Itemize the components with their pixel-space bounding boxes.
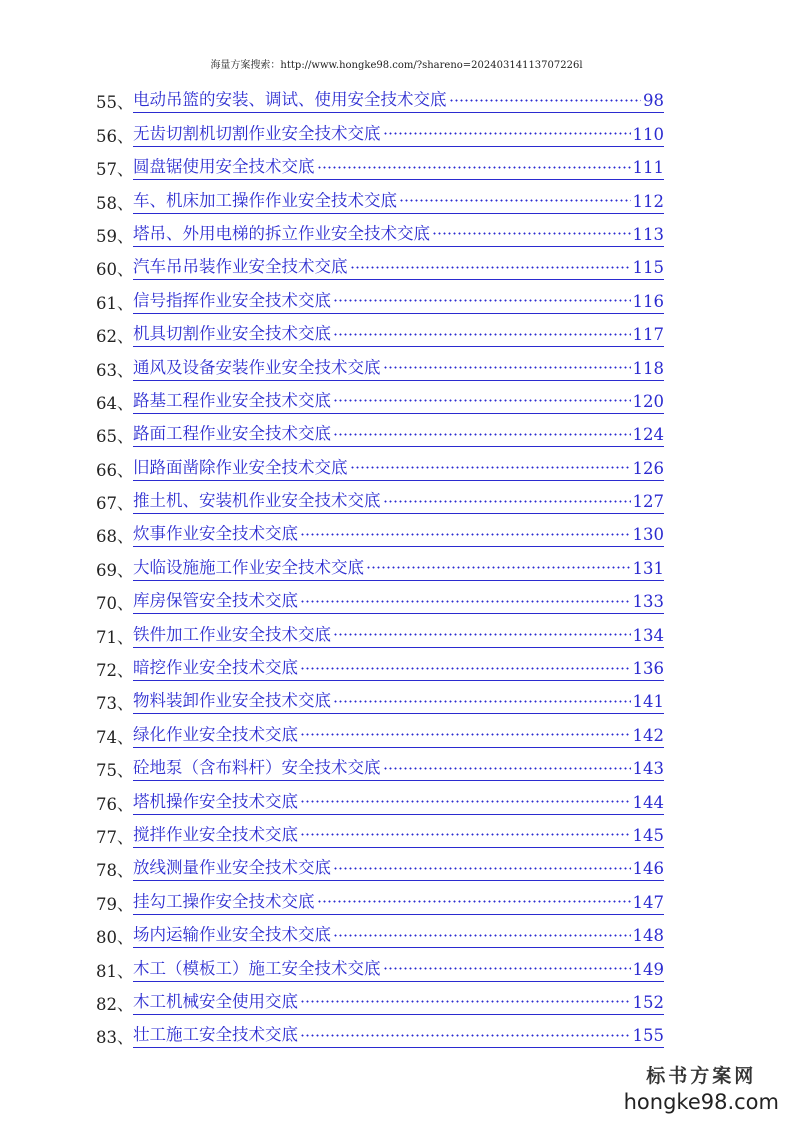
toc-title: 路基工程作业安全技术交底 [133,390,331,410]
toc-dot-leader [399,195,631,207]
toc-title: 搅拌作业安全技术交底 [133,824,298,844]
toc-title: 砼地泵（含布料杆）安全技术交底 [133,758,381,778]
toc-number: 75、 [96,761,134,781]
toc-dot-leader [300,796,631,808]
toc-row [96,982,696,1015]
toc-dot-leader [333,695,631,707]
toc-number: 62、 [96,327,134,347]
toc-page-number: 143 [632,759,664,779]
toc-title: 车、机床加工操作作业安全技术交底 [133,190,397,210]
toc-page-number: 142 [632,725,664,745]
toc-entry-link[interactable] [133,888,664,915]
toc-entry-link[interactable] [133,287,664,314]
toc-row [96,781,696,814]
toc-title: 无齿切割机切割作业安全技术交底 [133,123,381,143]
toc-row [96,681,696,714]
toc-number: 72、 [96,661,134,681]
toc-dot-leader [350,261,631,273]
toc-row [96,547,696,580]
toc-dot-leader [300,595,631,607]
toc-entry-link[interactable] [133,721,664,748]
toc-dot-leader [300,662,631,674]
toc-entry-link[interactable] [133,687,664,714]
toc-row [96,748,696,781]
toc-title: 路面工程作业安全技术交底 [133,424,331,444]
toc-title: 物料装卸作业安全技术交底 [133,691,331,711]
toc-row [96,948,696,981]
site-watermark-logo [624,1061,779,1114]
toc-number: 57、 [96,160,134,180]
toc-title: 木工机械安全使用交底 [133,991,298,1011]
toc-page-number: 146 [632,859,664,879]
toc-page-number: 147 [632,892,664,912]
toc-number: 74、 [96,727,134,747]
toc-title: 铁件加工作业安全技术交底 [133,624,331,644]
toc-entry-link[interactable] [133,86,664,113]
toc-page-number: 148 [632,926,664,946]
toc-entry-link[interactable] [133,153,664,180]
toc-dot-leader [300,996,631,1008]
toc-title: 推土机、安装机作业安全技术交底 [133,491,381,511]
toc-title: 库房保管安全技术交底 [133,591,298,611]
toc-entry-link[interactable] [133,654,664,681]
toc-row [96,180,696,213]
toc-entry-link[interactable] [133,387,664,414]
toc-dot-leader [300,829,631,841]
toc-row [96,915,696,948]
toc-row [96,347,696,380]
toc-row [96,147,696,180]
toc-entry-link[interactable] [133,120,664,147]
toc-title: 信号指挥作业安全技术交底 [133,290,331,310]
toc-row [96,447,696,480]
toc-row [96,247,696,280]
toc-number: 60、 [96,260,134,280]
toc-row [96,881,696,914]
toc-row [96,113,696,146]
toc-page-number: 115 [632,258,664,278]
toc-page-number: 131 [632,558,664,578]
toc-dot-leader [350,462,631,474]
toc-row [96,214,696,247]
toc-dot-leader [333,428,631,440]
toc-entry-link[interactable] [133,554,664,581]
toc-dot-leader [449,94,642,106]
toc-row [96,581,696,614]
toc-title: 电动吊篮的安装、调试、使用安全技术交底 [133,90,447,110]
toc-dot-leader [383,762,631,774]
toc-title: 场内运输作业安全技术交底 [133,925,331,945]
toc-number: 77、 [96,827,134,847]
toc-dot-leader [333,629,631,641]
toc-page-number: 134 [632,625,664,645]
toc-number: 58、 [96,193,134,213]
toc-dot-leader [317,161,631,173]
toc-page-number: 127 [632,492,664,512]
toc-row [96,648,696,681]
toc-page-number: 124 [632,425,664,445]
toc-dot-leader [333,328,631,340]
toc-row [96,381,696,414]
toc-entry-link[interactable] [133,1021,664,1048]
toc-page-number: 130 [632,525,664,545]
toc-page-number: 117 [632,325,664,345]
toc-number: 78、 [96,861,134,881]
toc-number: 63、 [96,360,134,380]
toc-title: 壮工施工安全技术交底 [133,1025,298,1045]
toc-number: 83、 [96,1028,134,1048]
toc-title: 大临设施施工作业安全技术交底 [133,557,364,577]
toc-dot-leader [383,963,631,975]
toc-row [96,280,696,313]
toc-dot-leader [333,862,631,874]
toc-page-number: 155 [632,1026,664,1046]
toc-number: 79、 [96,894,134,914]
toc-entry-link[interactable] [133,921,664,948]
toc-number: 70、 [96,594,134,614]
toc-number: 61、 [96,293,134,313]
toc-number: 56、 [96,126,134,146]
toc-entry-link[interactable] [133,520,664,547]
toc-dot-leader [300,528,631,540]
toc-entry-link[interactable] [133,220,664,247]
toc-page-number: 98 [643,91,664,111]
toc-title: 木工（模板工）施工安全技术交底 [133,958,381,978]
toc-title: 圆盘锯使用安全技术交底 [133,157,315,177]
toc-row [96,815,696,848]
toc-title: 旧路面凿除作业安全技术交底 [133,457,348,477]
toc-row [96,614,696,647]
toc-page-number: 141 [632,692,664,712]
toc-number: 69、 [96,560,134,580]
toc-entry-link[interactable] [133,988,664,1015]
toc-row [96,714,696,747]
toc-page-number: 126 [632,458,664,478]
toc-number: 82、 [96,994,134,1014]
toc-page-number: 116 [632,291,664,311]
toc-dot-leader [366,562,631,574]
toc-number: 68、 [96,527,134,547]
toc-entry-link[interactable] [133,253,664,280]
toc-number: 71、 [96,627,134,647]
watermark-en: hongke98.com [623,1090,779,1114]
toc-dot-leader [317,896,631,908]
toc-entry-link[interactable] [133,454,664,481]
toc-title: 暗挖作业安全技术交底 [133,658,298,678]
toc-number: 67、 [96,494,134,514]
toc-page-number: 136 [632,659,664,679]
toc-page-number: 113 [632,224,664,244]
toc-title: 塔机操作安全技术交底 [133,791,298,811]
toc-title: 绿化作业安全技术交底 [133,724,298,744]
toc-row [96,848,696,881]
toc-entry-link[interactable] [133,955,664,982]
toc-page-number: 144 [632,792,664,812]
toc-entry-link[interactable] [133,854,664,881]
toc-page-number: 145 [632,825,664,845]
toc-page-number: 111 [632,158,664,178]
toc-entry-link[interactable] [133,420,664,447]
toc-number: 80、 [96,928,134,948]
toc-title: 通风及设备安装作业安全技术交底 [133,357,381,377]
toc-row [96,1015,696,1048]
toc-title: 放线测量作业安全技术交底 [133,858,331,878]
toc-number: 64、 [96,393,134,413]
toc-title: 汽车吊吊装作业安全技术交底 [133,257,348,277]
toc-entry-link[interactable] [133,754,664,781]
toc-number: 76、 [96,794,134,814]
toc-dot-leader [383,495,631,507]
toc-dot-leader [333,395,631,407]
toc-dot-leader [432,228,631,240]
toc-title: 炊事作业安全技术交底 [133,524,298,544]
toc-dot-leader [333,929,631,941]
toc-number: 55、 [96,93,134,113]
toc-entry-link[interactable] [133,354,664,381]
toc-number: 65、 [96,427,134,447]
toc-entry-link[interactable] [133,320,664,347]
toc-entry-link[interactable] [133,788,664,815]
toc-page-number: 120 [632,391,664,411]
toc-dot-leader [383,362,631,374]
table-of-contents [96,80,696,1048]
toc-title: 塔吊、外用电梯的拆立作业安全技术交底 [133,223,430,243]
toc-row [96,414,696,447]
toc-entry-link[interactable] [133,621,664,648]
toc-dot-leader [333,295,631,307]
toc-number: 73、 [96,694,134,714]
toc-row [96,514,696,547]
toc-dot-leader [383,128,631,140]
toc-entry-link[interactable] [133,587,664,614]
toc-number: 66、 [96,460,134,480]
toc-row [96,314,696,347]
toc-entry-link[interactable] [133,187,664,214]
toc-dot-leader [300,1029,631,1041]
toc-title: 机具切割作业安全技术交底 [133,324,331,344]
toc-number: 81、 [96,961,134,981]
toc-entry-link[interactable] [133,821,664,848]
toc-page-number: 112 [632,191,664,211]
toc-page-number: 133 [632,592,664,612]
toc-number: 59、 [96,226,134,246]
toc-page-number: 152 [632,992,664,1012]
toc-page-number: 118 [632,358,664,378]
toc-page-number: 149 [632,959,664,979]
toc-entry-link[interactable] [133,487,664,514]
page-header: 海量方案搜索：http://www.hongke98.com/?shareno=20240314113707226l [210,60,583,71]
toc-dot-leader [300,729,631,741]
toc-page-number: 110 [632,124,664,144]
toc-row [96,80,696,113]
toc-title: 挂勾工操作安全技术交底 [133,891,315,911]
watermark-cn: 标书方案网 [646,1065,757,1087]
toc-row [96,481,696,514]
